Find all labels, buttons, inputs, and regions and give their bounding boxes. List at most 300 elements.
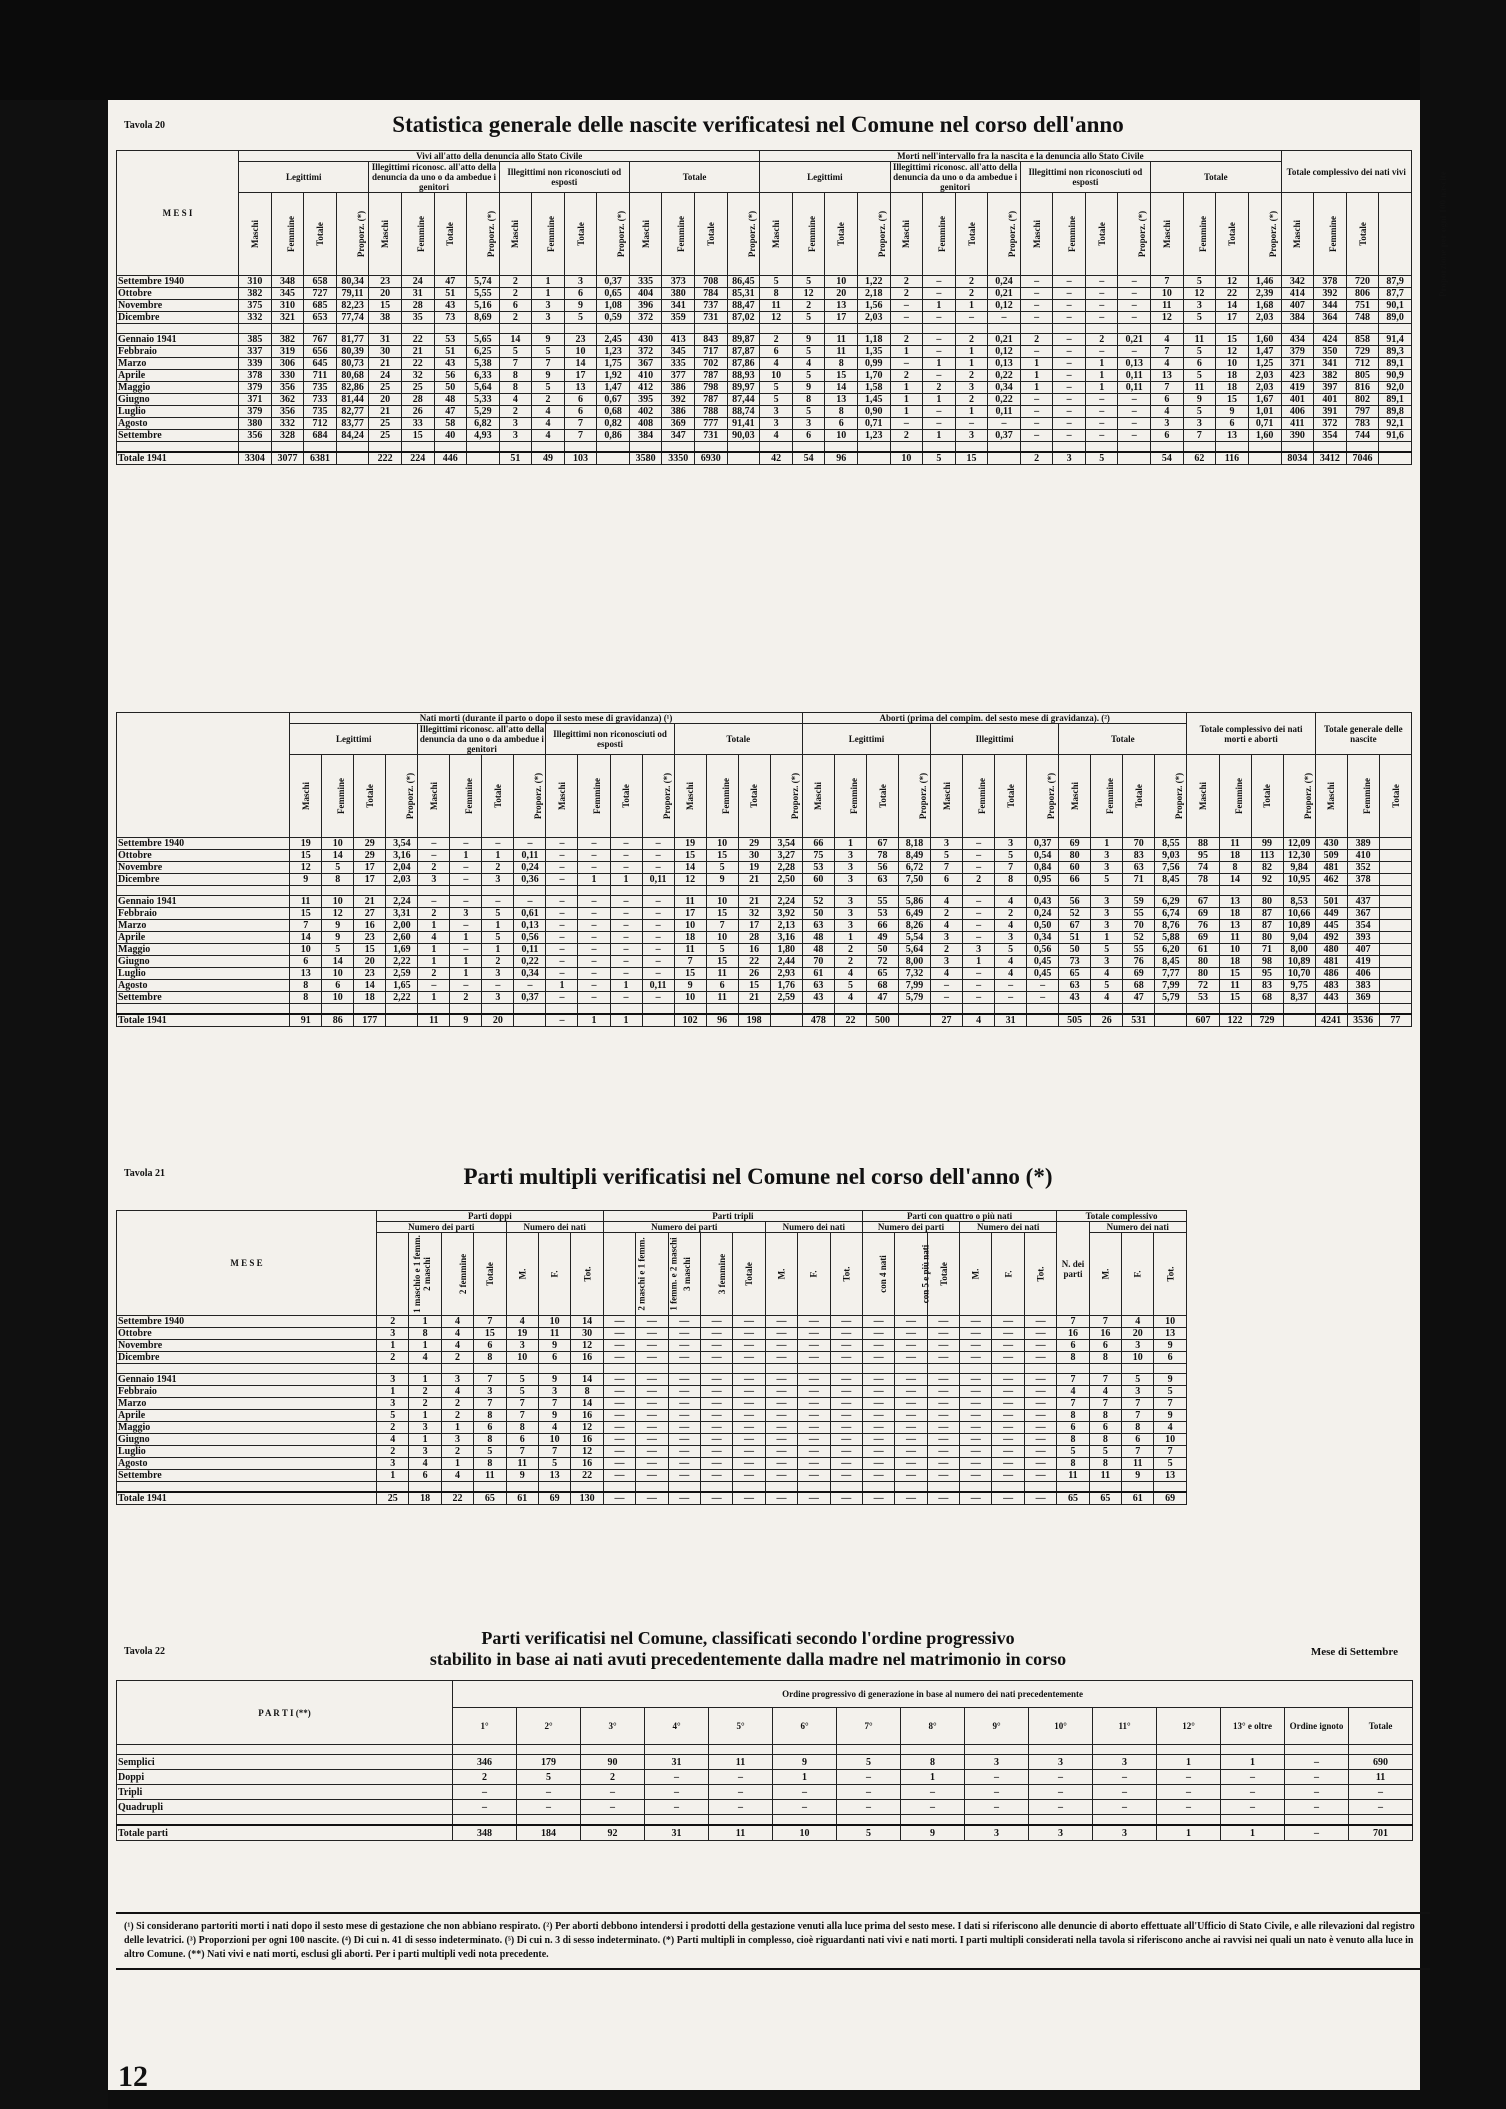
cell-value: 47: [1123, 992, 1155, 1004]
cell-value: 390: [1281, 430, 1314, 442]
col-maschi: [239, 193, 272, 276]
cell-value: 1: [773, 1770, 837, 1785]
col-proporzione-text: Proporzione per ogni 100 nascite: [1438, 171, 1449, 297]
cell-value: –: [1085, 288, 1118, 300]
cell-value: 3,16: [386, 850, 418, 862]
cell-value: 367: [629, 358, 662, 370]
row-label: Novembre: [117, 300, 239, 312]
cell-dash: —: [862, 1470, 894, 1482]
cell-value: 10: [760, 370, 793, 382]
cell-value: 5: [760, 382, 793, 394]
cell-value: 816: [1346, 382, 1379, 394]
row-label: Settembre 1940: [117, 838, 290, 850]
cell-value: 12,30: [1283, 850, 1315, 862]
row-label: Giugno: [117, 394, 239, 406]
cell-dash: —: [668, 1398, 700, 1410]
cell-value: –: [578, 838, 610, 850]
spacer-cell: [965, 1745, 1029, 1755]
spacer-cell: [538, 1364, 570, 1374]
table-row: [117, 1458, 1414, 1470]
row-label: Marzo: [117, 920, 290, 932]
cell-value: 5,64: [899, 944, 931, 956]
cell-value: 6: [1057, 1422, 1089, 1434]
cell-value: 33: [401, 418, 434, 430]
cell-dash: —: [798, 1316, 830, 1328]
cell-dash: —: [927, 1422, 959, 1434]
cell-value: –: [645, 1800, 709, 1815]
col-maschi-text: Maschi: [1197, 782, 1208, 810]
cell-value: 4: [441, 1470, 473, 1482]
tav22-table: [116, 1680, 1413, 1841]
col-nati-text: F.: [1003, 1270, 1014, 1278]
cell-dash: —: [830, 1386, 862, 1398]
cell-value: 0,11: [988, 406, 1021, 418]
cell-value: 222: [369, 452, 402, 465]
row-label: Semplici: [117, 1755, 453, 1770]
cell-value: –: [642, 850, 674, 862]
cell-dash: —: [960, 1458, 992, 1470]
spacer-cell: [706, 886, 738, 896]
col-maschi-text: Maschi: [813, 782, 824, 810]
row-label: Maggio: [117, 1422, 377, 1434]
cell-value: 4: [995, 956, 1027, 968]
col-totale-text: Totale: [1226, 222, 1237, 246]
spacer-cell: [1157, 1815, 1221, 1826]
sub-totale: Totale: [629, 162, 759, 193]
cell-value: 7: [1154, 1398, 1186, 1410]
cell-dash: —: [862, 1458, 894, 1470]
cell-value: 11: [538, 1328, 570, 1340]
cell-value: –: [1157, 1785, 1221, 1800]
cell-value: 0,65: [597, 288, 630, 300]
cell-value: 102: [674, 1014, 706, 1027]
cell-value: 3,54: [386, 838, 418, 850]
cell-dash: —: [830, 1316, 862, 1328]
cell-value: 5: [322, 944, 354, 956]
table-row: [117, 358, 1412, 370]
cell-value: 328: [271, 430, 304, 442]
cell-value: 63: [1123, 862, 1155, 874]
spacer-cell: [1123, 1004, 1155, 1015]
cell-value: 645: [304, 358, 337, 370]
cell-value: 483: [1315, 980, 1347, 992]
cell-value: 0,50: [1027, 920, 1059, 932]
spacer-cell: [1091, 1004, 1123, 1015]
cell-value: 13: [538, 1470, 570, 1482]
cell-value: 6: [792, 430, 825, 442]
cell-value: 12: [674, 874, 706, 886]
cell-value: 6: [290, 956, 322, 968]
cell-value: 480: [1315, 944, 1347, 956]
sub-num-nati: Numero dei nati: [1089, 1222, 1186, 1233]
cell-value: 6930: [695, 452, 728, 465]
cell-value: 13: [1216, 430, 1249, 442]
cell-value: 1: [532, 276, 565, 288]
cell-value: –: [709, 1785, 773, 1800]
cell-value: 6: [760, 346, 793, 358]
spacer-cell: [995, 1004, 1027, 1015]
cell-value: –: [1085, 300, 1118, 312]
cell-dash: —: [733, 1410, 765, 1422]
cell-value: 6,49: [899, 908, 931, 920]
cell-value: 3: [1122, 1340, 1154, 1352]
col-femmine-text: Femmine: [546, 216, 557, 252]
cell-value: 9: [1154, 1374, 1186, 1386]
cell-value: 0,59: [597, 312, 630, 324]
cell-value: 0,22: [988, 394, 1021, 406]
cell-value: 5,79: [899, 992, 931, 1004]
col-nati-text: Tot.: [841, 1266, 852, 1282]
spacer-cell: [499, 442, 532, 453]
cell-value: 372: [1314, 418, 1347, 430]
cell-dash: —: [765, 1328, 797, 1340]
cell-value: –: [546, 896, 578, 908]
cell-value: –: [709, 1800, 773, 1815]
col-ordine: 5°: [709, 1708, 773, 1745]
cell-value: 8034: [1281, 452, 1314, 465]
cell-value: 9: [322, 920, 354, 932]
spacer-cell: [1379, 324, 1412, 334]
cell-value: 69: [1154, 1492, 1186, 1505]
spacer-cell: [499, 324, 532, 334]
cell-value: 2: [955, 394, 988, 406]
cell-value: 31: [401, 288, 434, 300]
cell-value: 712: [304, 418, 337, 430]
cell-value: 6: [564, 406, 597, 418]
cell-value: 18: [1219, 850, 1251, 862]
cell-value: 339: [239, 358, 272, 370]
col-propor-text: Proporz. (*): [661, 772, 672, 820]
cell-value: 16: [571, 1352, 603, 1364]
cell-value: 10: [1219, 944, 1251, 956]
cell-value: 72: [1187, 980, 1219, 992]
col-propor-text: Proporz. (*): [746, 210, 757, 258]
spacer-cell: [117, 1004, 290, 1015]
cell-value: 10,95: [1283, 874, 1315, 886]
cell-value: 80: [1187, 956, 1219, 968]
col-totale-text: Totale: [445, 222, 456, 246]
spacer-cell: [1315, 1004, 1347, 1015]
cell-value: 6: [1216, 418, 1249, 430]
cell-value: 362: [271, 394, 304, 406]
cell-value: 31: [369, 334, 402, 346]
cell-value: 14: [354, 980, 386, 992]
cell-value: 8: [499, 370, 532, 382]
spacer-cell: [377, 1364, 409, 1374]
cell-value: 5: [1091, 980, 1123, 992]
col-totale: [866, 755, 898, 838]
cell-dash: —: [960, 1398, 992, 1410]
col-propor-text: Proporz. (*): [1007, 210, 1018, 258]
cell-value: –: [931, 980, 963, 992]
cell-value: 4: [1089, 1386, 1121, 1398]
cell-dash: —: [960, 1422, 992, 1434]
col-femmine: [792, 193, 825, 276]
row-label: Luglio: [117, 1446, 377, 1458]
cell-value: 6,25: [467, 346, 500, 358]
col-ordine: Ordine ignoto: [1285, 1708, 1349, 1745]
cell-value: 0,71: [1248, 418, 1281, 430]
cell-value: 89,87: [727, 334, 760, 346]
cell-value: 27: [931, 1014, 963, 1027]
cell-value: 4: [441, 1328, 473, 1340]
cell-value: –: [453, 1785, 517, 1800]
col-propor-text: Proporz. (*): [918, 772, 929, 820]
col-maschi: [674, 755, 706, 838]
cell-value: 9: [792, 382, 825, 394]
spacer-cell: [1183, 442, 1216, 453]
cell-value: [899, 1014, 931, 1027]
table-row: [117, 956, 1412, 968]
col-ordine: 6°: [773, 1708, 837, 1745]
cell-value: 5,79: [1155, 992, 1187, 1004]
col-femmine: [401, 193, 434, 276]
spacer-cell: [1187, 1004, 1219, 1015]
spacer-cell: [336, 442, 369, 453]
cell-value: –: [837, 1800, 901, 1815]
cell-value: 49: [866, 932, 898, 944]
spacer-cell: [1346, 442, 1379, 453]
spacer-cell: [899, 1004, 931, 1015]
cell-value: 3: [965, 1755, 1029, 1770]
cell-value: 2,00: [386, 920, 418, 932]
col-nati: [538, 1233, 570, 1316]
col-femmine: [1053, 193, 1086, 276]
spacer-cell: [1118, 442, 1151, 453]
cell-value: 3: [931, 932, 963, 944]
col-maschi: [1059, 755, 1091, 838]
cell-value: 0,21: [988, 334, 1021, 346]
cell-value: 15: [401, 430, 434, 442]
cell-value: 1: [377, 1386, 409, 1398]
cell-value: 2,59: [386, 968, 418, 980]
table-row: [117, 862, 1412, 874]
cell-value: 3: [834, 920, 866, 932]
cell-value: 5: [1183, 346, 1216, 358]
cell-value: 15: [290, 850, 322, 862]
cell-value: 25: [377, 1492, 409, 1505]
col-ordine: 12°: [1157, 1708, 1221, 1745]
cell-dash: —: [830, 1446, 862, 1458]
cell-value: 383: [1347, 980, 1379, 992]
cell-value: 386: [662, 382, 695, 394]
cell-value: 407: [1347, 944, 1379, 956]
cell-value: 17: [354, 862, 386, 874]
cell-value: 380: [662, 288, 695, 300]
cell-value: –: [1221, 1785, 1285, 1800]
cell-value: 25: [369, 418, 402, 430]
cell-value: 4: [792, 358, 825, 370]
col-totale: [1251, 755, 1283, 838]
cell-value: 3: [377, 1458, 409, 1470]
cell-value: 7,50: [899, 874, 931, 886]
cell-value: 319: [271, 346, 304, 358]
cell-value: 5: [1085, 452, 1118, 465]
cell-value: –: [450, 862, 482, 874]
sub-num-parti: Numero dei parti: [603, 1222, 765, 1233]
cell-value: –: [546, 850, 578, 862]
table-row: [117, 1470, 1414, 1482]
cell-value: –: [923, 288, 956, 300]
table-row: [117, 406, 1412, 418]
col-maschi-text: Maschi: [300, 782, 311, 810]
spacer-cell: [441, 1364, 473, 1374]
cell-value: 11: [1219, 980, 1251, 992]
cell-value: 22: [738, 956, 770, 968]
cell-value: 69: [1187, 932, 1219, 944]
cell-value: 14: [825, 382, 858, 394]
spacer-cell: [506, 1364, 538, 1374]
spacer-cell: [857, 442, 890, 453]
cell-value: 2: [441, 1398, 473, 1410]
cell-value: 66: [1059, 874, 1091, 886]
col-propor: [1283, 755, 1315, 838]
cell-value: 5: [834, 980, 866, 992]
cell-value: –: [418, 838, 450, 850]
cell-value: 1,60: [1248, 334, 1281, 346]
table-row: [117, 1755, 1413, 1770]
table-row: [117, 932, 1412, 944]
cell-value: –: [890, 312, 923, 324]
tav21-title: Parti multipli verificatisi nel Comune nel corso dell'anno (*): [463, 1164, 1053, 1189]
cell-value: 50: [802, 908, 834, 920]
cell-value: 15: [474, 1328, 506, 1340]
cell-value: 90,1: [1379, 300, 1412, 312]
cell-value: 3: [1029, 1755, 1093, 1770]
cell-value: –: [546, 920, 578, 932]
cell-value: 2,03: [1248, 382, 1281, 394]
group-nati-morti: Nati morti (durante il parto o dopo il sesto mese di gravidanza) (¹): [290, 713, 803, 724]
table-row: [117, 1398, 1414, 1410]
cell-value: 346: [453, 1755, 517, 1770]
cell-dash: —: [798, 1458, 830, 1470]
col-tripli-parti-text: Totale: [744, 1262, 755, 1286]
cell-value: 5,74: [467, 276, 500, 288]
cell-value: 21: [354, 896, 386, 908]
cell-value: 656: [304, 346, 337, 358]
cell-value: 8: [290, 992, 322, 1004]
cell-value: 3304: [239, 452, 272, 465]
col-nati-text: F.: [1132, 1270, 1143, 1278]
cell-value: 87,86: [727, 358, 760, 370]
spacer-cell: [377, 1482, 409, 1493]
cell-value: 3: [1091, 862, 1123, 874]
cell-value: 0,37: [1027, 838, 1059, 850]
cell-value: 87,7: [1379, 288, 1412, 300]
cell-dash: —: [668, 1352, 700, 1364]
cell-value: 6: [1151, 430, 1184, 442]
cell-value: 70: [1123, 838, 1155, 850]
cell-value: 1,47: [1248, 346, 1281, 358]
cell-value: 478: [802, 1014, 834, 1027]
table-row: [117, 1410, 1414, 1422]
cell-value: –: [450, 980, 482, 992]
cell-value: 8: [571, 1386, 603, 1398]
cell-value: 86: [322, 1014, 354, 1027]
cell-value: 382: [239, 288, 272, 300]
cell-value: 0,95: [1027, 874, 1059, 886]
col-nati: [1122, 1233, 1154, 1316]
cell-value: 531: [1123, 1014, 1155, 1027]
cell-value: 9: [538, 1410, 570, 1422]
total-row: [117, 1492, 1414, 1505]
cell-value: 10,89: [1283, 920, 1315, 932]
cell-value: 98: [1251, 956, 1283, 968]
row-label: Dicembre: [117, 1352, 377, 1364]
cell-value: 658: [304, 276, 337, 288]
cell-value: –: [965, 1785, 1029, 1800]
cell-value: 0,12: [988, 346, 1021, 358]
cell-value: 28: [401, 300, 434, 312]
cell-value: 5: [322, 862, 354, 874]
cell-value: –: [610, 992, 642, 1004]
col-femmine-text: Femmine: [415, 216, 426, 252]
spacer-cell: [857, 324, 890, 334]
cell-value: 8: [474, 1458, 506, 1470]
spacer-cell: [802, 886, 834, 896]
col-femmine: [1219, 755, 1251, 838]
cell-value: 52: [802, 896, 834, 908]
cell-value: 1: [923, 358, 956, 370]
cell-value: 3: [1122, 1386, 1154, 1398]
cell-dash: —: [603, 1352, 635, 1364]
cell-value: 3536: [1347, 1014, 1379, 1027]
spacer-cell: [899, 886, 931, 896]
col-femmine: [322, 755, 354, 838]
cell-value: –: [610, 968, 642, 980]
spacer-cell: [1281, 324, 1314, 334]
spacer-cell: [733, 1364, 765, 1374]
cell-dash: —: [798, 1434, 830, 1446]
row-label: Settembre: [117, 430, 239, 442]
cell-value: 4: [409, 1352, 441, 1364]
cell-value: 0,67: [597, 394, 630, 406]
spacer-cell: [1216, 442, 1249, 453]
cell-value: 729: [1346, 346, 1379, 358]
cell-value: 130: [571, 1492, 603, 1505]
col-femmine: [450, 755, 482, 838]
cell-value: 1,23: [597, 346, 630, 358]
cell-value: 2: [834, 956, 866, 968]
cell-value: 5: [1183, 370, 1216, 382]
cell-value: 4: [377, 1434, 409, 1446]
cell-value: 1: [578, 1014, 610, 1027]
cell-value: 359: [662, 312, 695, 324]
table-row: [117, 1374, 1414, 1386]
cell-value: 3077: [271, 452, 304, 465]
cell-value: 414: [1281, 288, 1314, 300]
cell-value: 3: [834, 850, 866, 862]
spacer-cell: [866, 886, 898, 896]
cell-value: 5,86: [899, 896, 931, 908]
cell-value: –: [931, 992, 963, 1004]
cell-value: 7,99: [899, 980, 931, 992]
cell-value: 3: [409, 1422, 441, 1434]
cell-value: 0,56: [514, 932, 546, 944]
cell-value: 40: [434, 430, 467, 442]
cell-value: 2: [409, 1386, 441, 1398]
cell-value: –: [642, 862, 674, 874]
cell-value: 0,22: [514, 956, 546, 968]
cell-value: 1: [1020, 358, 1053, 370]
spacer-cell: [1283, 1004, 1315, 1015]
cell-value: –: [988, 312, 1021, 324]
cell-value: 53: [1187, 992, 1219, 1004]
cell-value: 13: [1219, 896, 1251, 908]
cell-value: 89,0: [1379, 312, 1412, 324]
cell-dash: —: [798, 1492, 830, 1505]
cell-value: 4: [538, 1422, 570, 1434]
